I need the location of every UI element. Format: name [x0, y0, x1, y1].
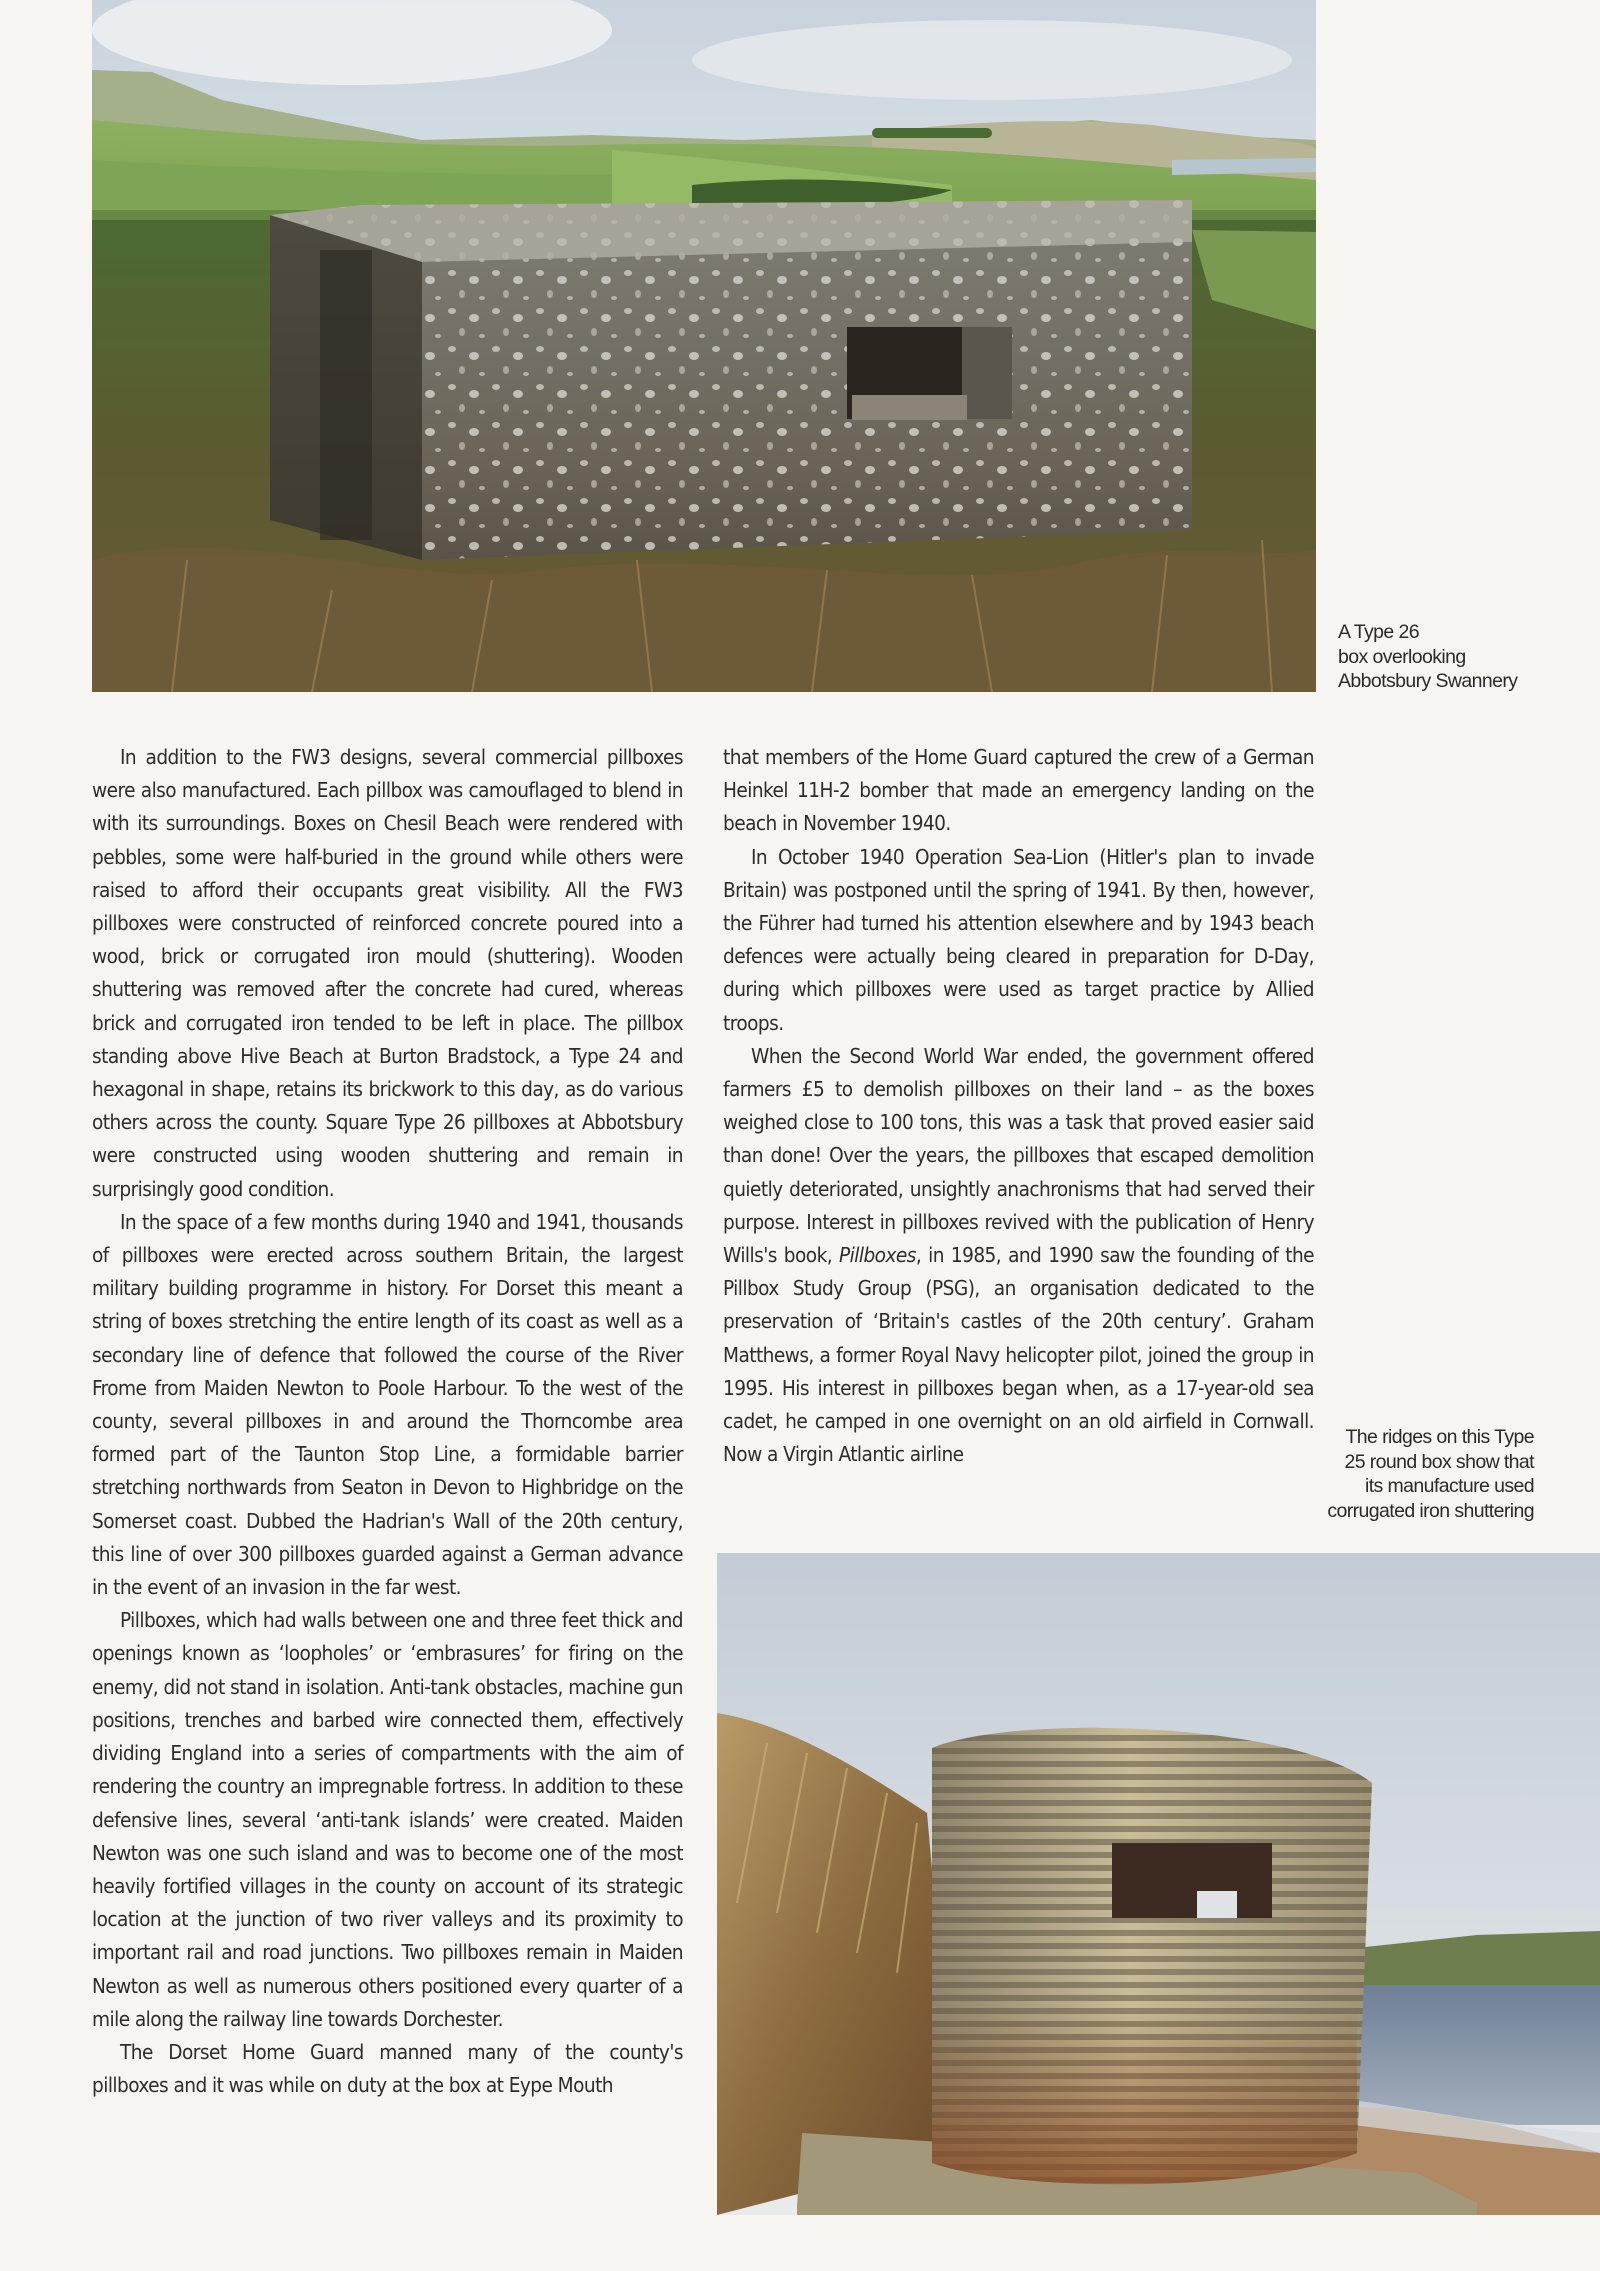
article-column-left [92, 741, 683, 2102]
book-title: Pillboxes [839, 1243, 916, 1268]
type25-pillbox-image [717, 1553, 1600, 2215]
caption-line: box overlooking [1338, 645, 1466, 668]
article-paragraph [723, 1040, 1314, 1472]
caption-line: A Type 26 [1338, 621, 1419, 643]
article-paragraph: In October 1940 Operation Sea-Lion (Hitler's plan to invade Britain) was postponed until the spring of 1941. By then, however, the Führer had turned his attention elsewhere and by 1943 beach defences were actually being cleared in preparation for D-Day, during which pillboxes were used as target practice by Allied troops. [723, 844, 1314, 1035]
caption-line: 25 round box show that [1344, 1450, 1534, 1473]
article-column-right [723, 741, 1314, 1471]
caption-line: Abbotsbury Swannery [1338, 670, 1518, 692]
article-paragraph: In addition to the FW3 designs, several commercial pillboxes were also manufactured. Each pillbox was camouflaged to blend in with its surroundings. Boxes on Chesil Beach were rendered with pebbles, some were half-buried in the ground while others were raised to afford their occupants great visibility. All the FW3 pillboxes were constructed of reinforced concrete poured into a wood, brick or corrugated iron mould (shuttering). Wooden shuttering was removed after the concrete had cured, whereas brick and corrugated iron tended to be left in place. The pillbox standing above Hive Beach at Burton Bradstock, a Type 24 and hexagonal in shape, retains its brickwork to this day, as do various others across the county. Square Type 26 pillboxes at Abbotsbury were constructed using wooden shuttering and remain in surprisingly good condition. [92, 745, 683, 1201]
photo-caption-type25 [1320, 1425, 1534, 1523]
caption-line: its manufacture used [1364, 1475, 1534, 1497]
article-paragraph: The Dorset Home Guard manned many of the county's pillboxes and it was while on duty at the box at Eype Mouth [92, 2039, 683, 2098]
article-paragraph-continued: that members of the Home Guard captured the crew of a German Heinkel 11H-2 bomber that made an emergency landing on the beach in November 1940. [723, 745, 1314, 836]
caption-line: The ridges on this Type [1345, 1426, 1534, 1448]
caption-line: corrugated iron shuttering [1327, 1499, 1534, 1522]
photo-caption-type26 [1338, 620, 1588, 694]
type26-pillbox-image [92, 0, 1316, 692]
photo-type26-pillbox [92, 0, 1316, 692]
article-paragraph: In the space of a few months during 1940 and 1941, thousands of pillboxes were erected across southern Britain, the largest military building programme in history. For Dorset this meant a string of boxes stretching the entire length of its coast as well as a secondary line of defence that followed the course of the River Frome from Maiden Newton to Poole Harbour. To the west of the county, several pillboxes in and around the Thorncombe area formed part of the Taunton Stop Line, a formidable barrier stretching northwards from Seaton in Devon to Highbridge on the Somerset coast. Dubbed the Hadrian's Wall of the 20th century, this line of over 300 pillboxes guarded against a German advance in the event of an invasion in the far west. [92, 1209, 683, 1600]
paragraph-text: When the Second World War ended, the government offered farmers £5 to demolish pillboxes on their land – as the boxes weighed close to 100 tons, this was a task that proved easier said than done! Over the years, the pillboxes that escaped demolition quietly deteriorated, unsightly anachronisms that had served their purpose. Interest in pillboxes revived with the publication of Henry Wills's book, [723, 1043, 1314, 1268]
photo-type25-pillbox [717, 1553, 1600, 2215]
paragraph-text: , in 1985, and 1990 saw the founding of the Pillbox Study Group (PSG), an organisation dedicated to the preservation of ‘Britain's castles of the 20th century’. Graham Matthews, a former Royal Navy helicopter pilot, joined the group in 1995. His interest in pillboxes began when, as a 17-year-old sea cadet, he camped in one overnight on an old airfield in Cornwall. Now a Virgin Atlantic airline [723, 1243, 1314, 1467]
article-paragraph: Pillboxes, which had walls between one and three feet thick and openings known as ‘loopholes’ or ‘embrasures’ for firing on the enemy, did not stand in isolation. Anti-tank obstacles, machine gun positions, trenches and barbed wire connected them, effectively dividing England into a series of compartments with the aim of rendering the country an impregnable fortress. In addition to these defensive lines, several ‘anti-tank islands’ were created. Maiden Newton was one such island and was to become one of the most heavily fortified villages in the county on account of its strategic location at the junction of two river valleys and its proximity to important rail and road junctions. Two pillboxes remain in Maiden Newton as well as numerous others positioned every quarter of a mile along the railway line towards Dorchester. [92, 1608, 683, 2031]
